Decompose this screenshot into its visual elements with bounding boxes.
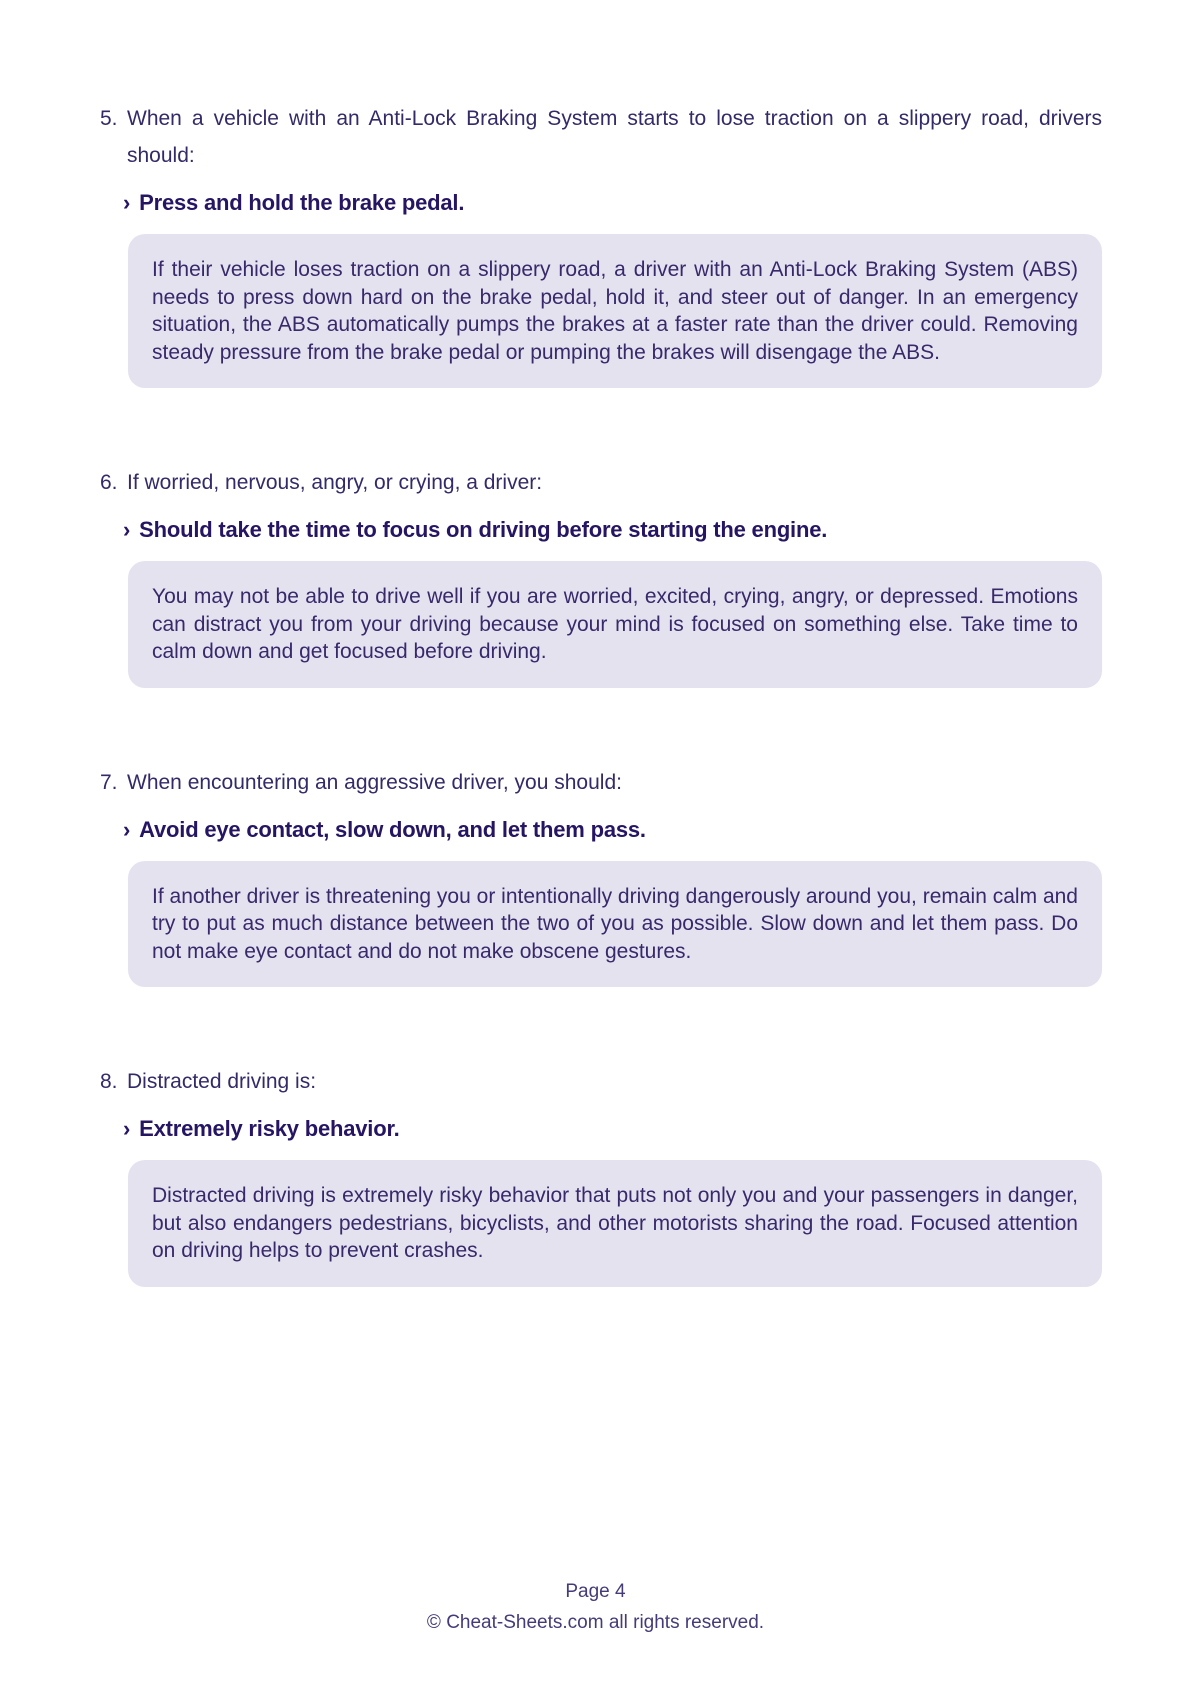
question-row — [100, 1063, 1102, 1100]
question-row — [100, 764, 1102, 801]
footer-copyright: © Cheat-Sheets.com all rights reserved. — [426, 1612, 765, 1633]
answer-text: Should take the time to focus on driving before starting the engine. — [139, 517, 828, 542]
question-text: When encountering an aggressive driver, you should: — [127, 770, 622, 794]
explanation-text: If their vehicle loses traction on a slippery road, a driver with an Anti-Lock Braking System (ABS) needs to press down hard on the brake pedal, hold it, and steer out of danger. In an emergency situation, the ABS automatically pumps the brakes at a faster rate than the driver could. Removing steady pressure from the brake pedal or pumping the brakes will disengage the ABS. — [152, 258, 1078, 364]
answer-chevron-icon: › — [123, 1116, 131, 1141]
question-row — [100, 464, 1102, 501]
question-block-8 — [100, 1063, 1102, 1287]
explanation-box — [128, 234, 1102, 388]
question-text: If worried, nervous, angry, or crying, a driver: — [127, 471, 543, 494]
explanation-text: You may not be able to drive well if you are worried, excited, crying, angry, or depressed. Emotions can distract you from your driving because your mind is focused on something else. Take time to calm down and get focused before driving. — [152, 585, 1078, 663]
question-block-6 — [100, 464, 1102, 688]
question-block-5 — [100, 100, 1102, 388]
question-row — [100, 100, 1102, 174]
question-number: 6. — [100, 471, 118, 494]
footer-page-number: Page 4 — [565, 1581, 626, 1602]
page-footer — [0, 1576, 1191, 1638]
answer-chevron-icon: › — [123, 190, 131, 215]
explanation-text: If another driver is threatening you or intentionally driving dangerously around you, remain calm and try to put as much distance between the two of you as possible. Slow down and let them pass. Do not make eye contact and do not make obscene gestures. — [152, 884, 1078, 963]
questions-list — [100, 100, 1102, 1287]
answer-line — [123, 1114, 1102, 1144]
explanation-box — [128, 561, 1102, 688]
question-number: 8. — [100, 1070, 118, 1093]
answer-text: Press and hold the brake pedal. — [139, 190, 465, 215]
question-block-7 — [100, 764, 1102, 988]
answer-text: Avoid eye contact, slow down, and let them pass. — [139, 816, 646, 842]
question-number: 7. — [100, 770, 118, 794]
question-number: 5. — [100, 107, 118, 130]
answer-text: Extremely risky behavior. — [139, 1116, 400, 1141]
answer-line — [123, 188, 1102, 218]
explanation-text: Distracted driving is extremely risky behavior that puts not only you and your passengers in danger, but also endangers pedestrians, bicyclists, and other motorists sharing the road. Focused attention on driving helps to prevent crashes. — [152, 1184, 1078, 1262]
question-text: Distracted driving is: — [127, 1070, 317, 1093]
explanation-box — [128, 861, 1102, 988]
answer-chevron-icon: › — [123, 517, 131, 542]
explanation-box — [128, 1160, 1102, 1287]
answer-chevron-icon: › — [123, 816, 131, 842]
answer-line — [123, 815, 1102, 845]
question-text: When a vehicle with an Anti-Lock Braking System starts to lose traction on a slippery road, drivers should: — [127, 107, 1102, 167]
answer-line — [123, 515, 1102, 545]
